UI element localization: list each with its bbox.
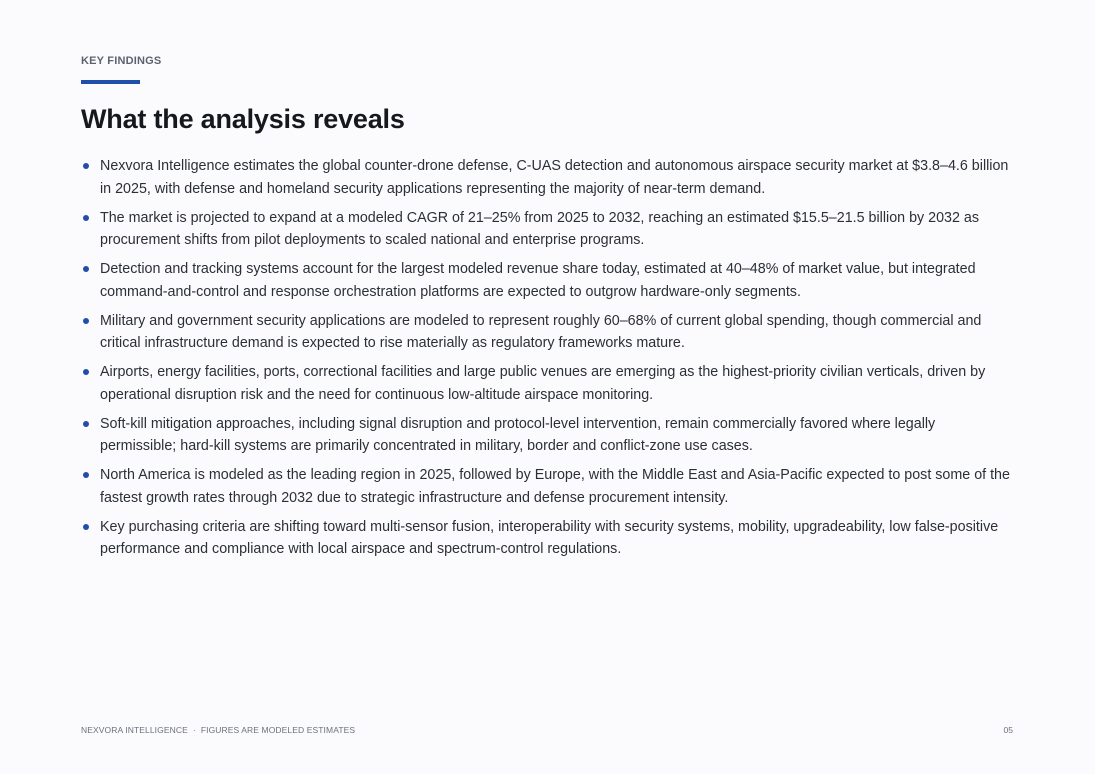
eyebrow-accent-rule xyxy=(81,80,140,84)
bullet-icon xyxy=(83,266,89,272)
footer-note: FIGURES ARE MODELED ESTIMATES xyxy=(200,725,356,735)
page-number: 05 xyxy=(1003,725,1013,735)
finding-item xyxy=(81,361,1011,406)
bullet-icon xyxy=(83,215,89,221)
finding-text: Key purchasing criteria are shifting toward multi-sensor fusion, interoperability with security systems, mobility, upgradeability, low false-positive performance and compliance with local airspace and spectrum-control regulations. xyxy=(100,518,999,557)
finding-text: Airports, energy facilities, ports, correctional facilities and large public venues are emerging as the highest-priority civilian verticals, driven by operational disruption risk and the need for continuous low-altitude airspace monitoring. xyxy=(100,364,986,403)
footer-separator: · xyxy=(192,725,196,735)
finding-item xyxy=(81,155,1011,200)
footer-brand: NEXVORA INTELLIGENCE xyxy=(81,725,188,735)
finding-item xyxy=(81,258,1011,303)
finding-item xyxy=(81,464,1011,509)
finding-item xyxy=(81,516,1011,561)
bullet-icon xyxy=(83,318,89,324)
bullet-icon xyxy=(83,524,89,530)
finding-text: Soft-kill mitigation approaches, including signal disruption and protocol-level intervention, remain commercially favored where legally permissible; hard-kill systems are primarily concentrated in military, border and conflict-zone use cases. xyxy=(100,415,936,454)
finding-item xyxy=(81,413,1011,458)
page-title: What the analysis reveals xyxy=(81,104,405,134)
finding-text: Military and government security applications are modeled to represent roughly 60–68% of current global spending, though commercial and critical infrastructure demand is expected to rise materially as regulatory frameworks mature. xyxy=(100,312,982,351)
bullet-icon xyxy=(83,421,89,427)
bullet-icon xyxy=(83,369,89,375)
finding-text: The market is projected to expand at a modeled CAGR of 21–25% from 2025 to 2032, reaching an estimated $15.5–21.5 billion by 2032 as procurement shifts from pilot deployments to scaled national and enterprise programs. xyxy=(100,209,980,248)
finding-text: Detection and tracking systems account for the largest modeled revenue share today, estimated at 40–48% of market value, but integrated command-and-control and response orchestration platforms are expected to outgrow hardware-only segments. xyxy=(100,261,976,300)
finding-text: North America is modeled as the leading region in 2025, followed by Europe, with the Middle East and Asia-Pacific expected to post some of the fastest growth rates through 2032 due to strategic infrastructure and defense procurement intensity. xyxy=(100,467,1010,506)
footer-source xyxy=(81,725,355,735)
bullet-icon xyxy=(83,163,89,169)
finding-item xyxy=(81,310,1011,355)
section-eyebrow: KEY FINDINGS xyxy=(81,55,162,67)
finding-item xyxy=(81,207,1011,252)
findings-list xyxy=(81,155,1011,567)
finding-text: Nexvora Intelligence estimates the global counter-drone defense, C-UAS detection and autonomous airspace security market at $3.8–4.6 billion in 2025, with defense and homeland security applications representing the majority of near-term demand. xyxy=(100,158,1009,197)
bullet-icon xyxy=(83,472,89,478)
